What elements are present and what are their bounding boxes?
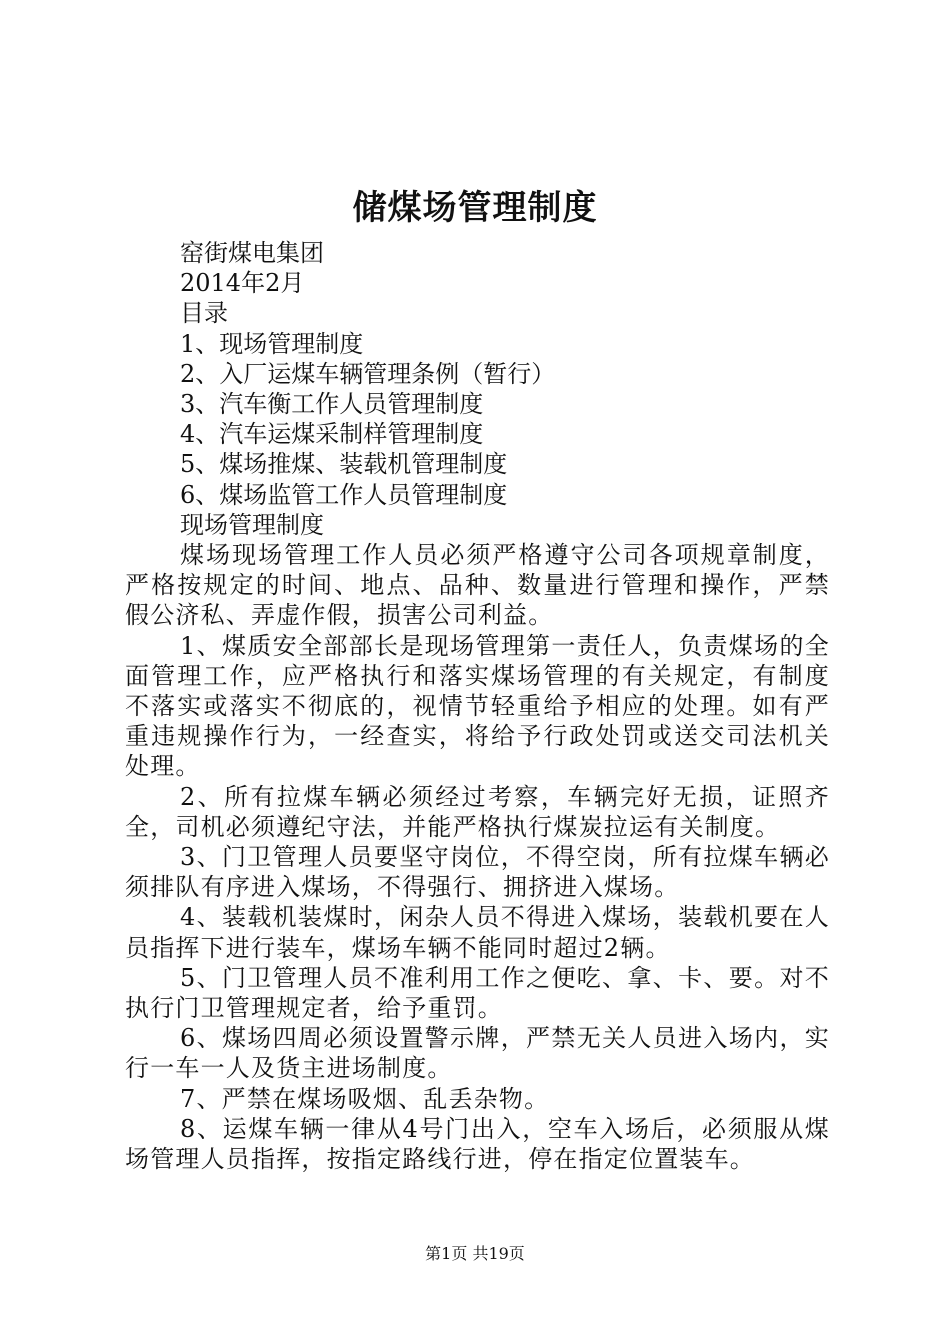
toc-item: 1、现场管理制度 [180,329,364,358]
toc-item: 4、汽车运煤采制样管理制度 [180,420,484,449]
paragraph: 4、装载机装煤时，闲杂人员不得进入煤场，装载机要在人员指挥下进行装车，煤场车辆不能同时超过2辆。 [125,903,830,962]
paragraph: 煤场现场管理工作人员必须严格遵守公司各项规章制度，严格按规定的时间、地点、品种、数量进行管理和操作，严禁假公济私、弄虚作假，损害公司利益。 [125,541,830,630]
toc-heading: 目录 [180,299,228,328]
section-title: 现场管理制度 [180,510,324,539]
paragraph: 6、煤场四周必须设置警示牌，严禁无关人员进入场内，实行一车一人及货主进场制度。 [125,1024,830,1083]
document-body [125,238,830,1174]
paragraph: 1、煤质安全部部长是现场管理第一责任人，负责煤场的全面管理工作，应严格执行和落实煤场管理的有关规定，有制度不落实或落实不彻底的，视情节轻重给予相应的处理。如有严重违规操作行为，一经查实，将给予行政处罚或送交司法机关处理。 [125,631,830,781]
toc-item: 5、煤场推煤、装载机管理制度 [180,450,508,479]
document-date: 2014年2月 [180,269,305,298]
page-footer: 第1页 共19页 [425,1244,525,1263]
toc-item: 6、煤场监管工作人员管理制度 [180,480,508,509]
paragraph: 3、门卫管理人员要坚守岗位，不得空岗，所有拉煤车辆必须排队有序进入煤场，不得强行、拥挤进入煤场。 [125,843,830,902]
paragraph: 5、门卫管理人员不准利用工作之便吃、拿、卡、要。对不执行门卫管理规定者，给予重罚。 [125,963,830,1023]
toc-item: 2、入厂运煤车辆管理条例（暂行） [180,359,556,388]
document-title: 储煤场管理制度 [352,188,598,228]
toc-item: 3、汽车衡工作人员管理制度 [180,390,484,419]
paragraph: 8、运煤车辆一律从4号门出入，空车入场后，必须服从煤场管理人员指挥，按指定路线行进，停在指定位置装车。 [125,1114,830,1174]
paragraph: 7、严禁在煤场吸烟、乱丢杂物。 [180,1084,550,1113]
table-of-contents [125,329,830,510]
company-name: 窑街煤电集团 [180,239,324,267]
section-body [125,540,830,1174]
paragraph: 2、所有拉煤车辆必须经过考察，车辆完好无损，证照齐全，司机必须遵纪守法，并能严格执行煤炭拉运有关制度。 [125,782,830,841]
